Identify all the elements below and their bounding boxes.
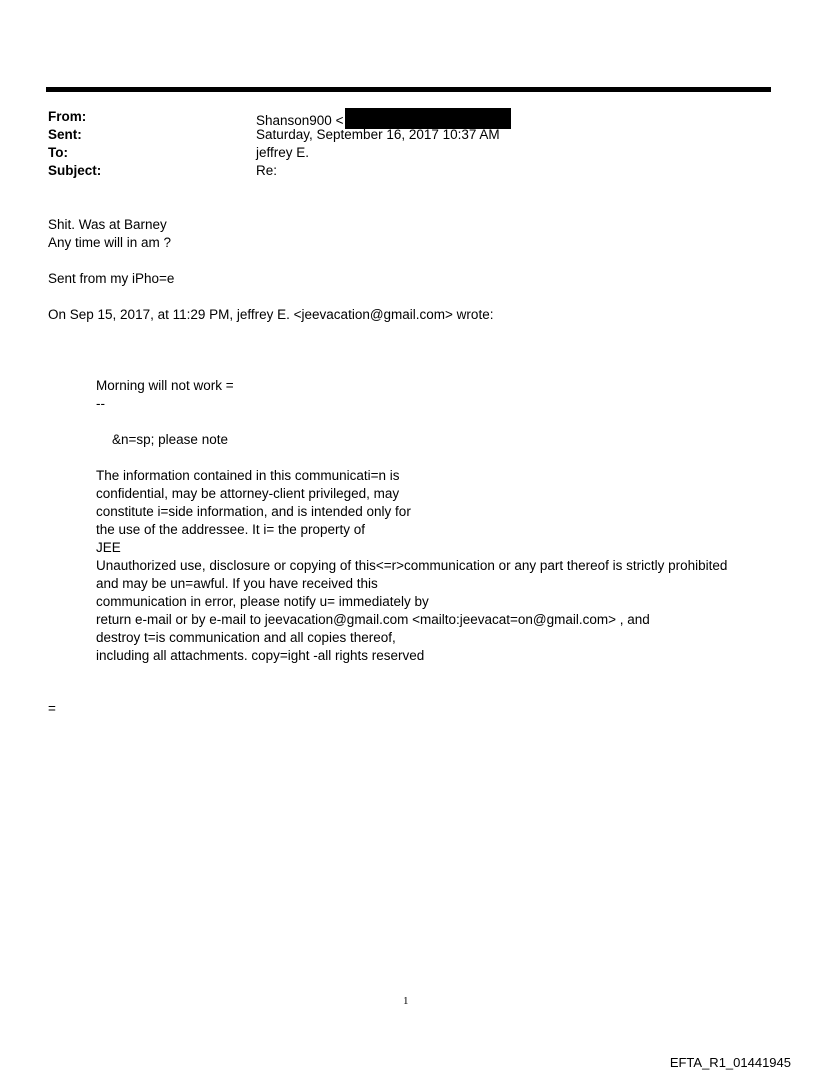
sent-row [48,126,511,144]
reply-signature: Sent from my iPho=e [48,271,175,286]
reply-line-1: Shit. Was at Barney [48,217,167,232]
disclaimer-line: constitute i=side information, and is intended only for [96,504,411,519]
quote-attribution: On Sep 15, 2017, at 11:29 PM, jeffrey E. <jeevacation@gmail.com> wrote: [48,307,494,322]
document-id: EFTA_R1_01441945 [669,1055,791,1070]
header-rule [46,87,771,92]
disclaimer-line: confidential, may be attorney-client privileged, may [96,486,400,501]
email-header [48,108,511,180]
from-value [256,108,511,126]
quoted-separator: -- [96,396,105,411]
reply-line-2: Any time will in am ? [48,235,172,250]
quoted-line-1: Morning will not work = [96,378,234,393]
subject-label: Subject: [48,163,102,178]
disclaimer-line: Unauthorized use, disclosure or copying of this<=r>communication or any part thereof is strictly prohibited [96,558,728,573]
from-label: From: [48,109,87,124]
subject-value: Re: [256,163,278,178]
sent-value: Saturday, September 16, 2017 10:37 AM [256,127,500,142]
subject-row [48,162,511,180]
disclaimer-line: including all attachments. copy=ight -all rights reserved [96,648,425,663]
to-label: To: [48,145,68,160]
disclaimer-line: return e-mail or by e-mail to jeevacation@gmail.com <mailto:jeevacat=on@gmail.com> , and [96,612,650,627]
page-number: 1 [403,995,409,1007]
disclaimer-line: The information contained in this communicati=n is [96,468,400,483]
disclaimer-line: JEE [96,540,121,555]
sent-label: Sent: [48,127,82,142]
disclaimer-line: and may be un=awful. If you have received this [96,576,378,591]
from-row [48,108,511,126]
to-value: jeffrey E. [256,145,310,160]
quoted-please-note: &n=sp; please note [112,432,228,447]
disclaimer-line: communication in error, please notify u= immediately by [96,594,429,609]
disclaimer-line: the use of the addressee. It i= the property of [96,522,366,537]
trailing-equals: = [48,701,56,716]
from-sender: Shanson900 < [256,113,344,128]
disclaimer-line: destroy t=is communication and all copies thereof, [96,630,396,645]
to-row [48,144,511,162]
